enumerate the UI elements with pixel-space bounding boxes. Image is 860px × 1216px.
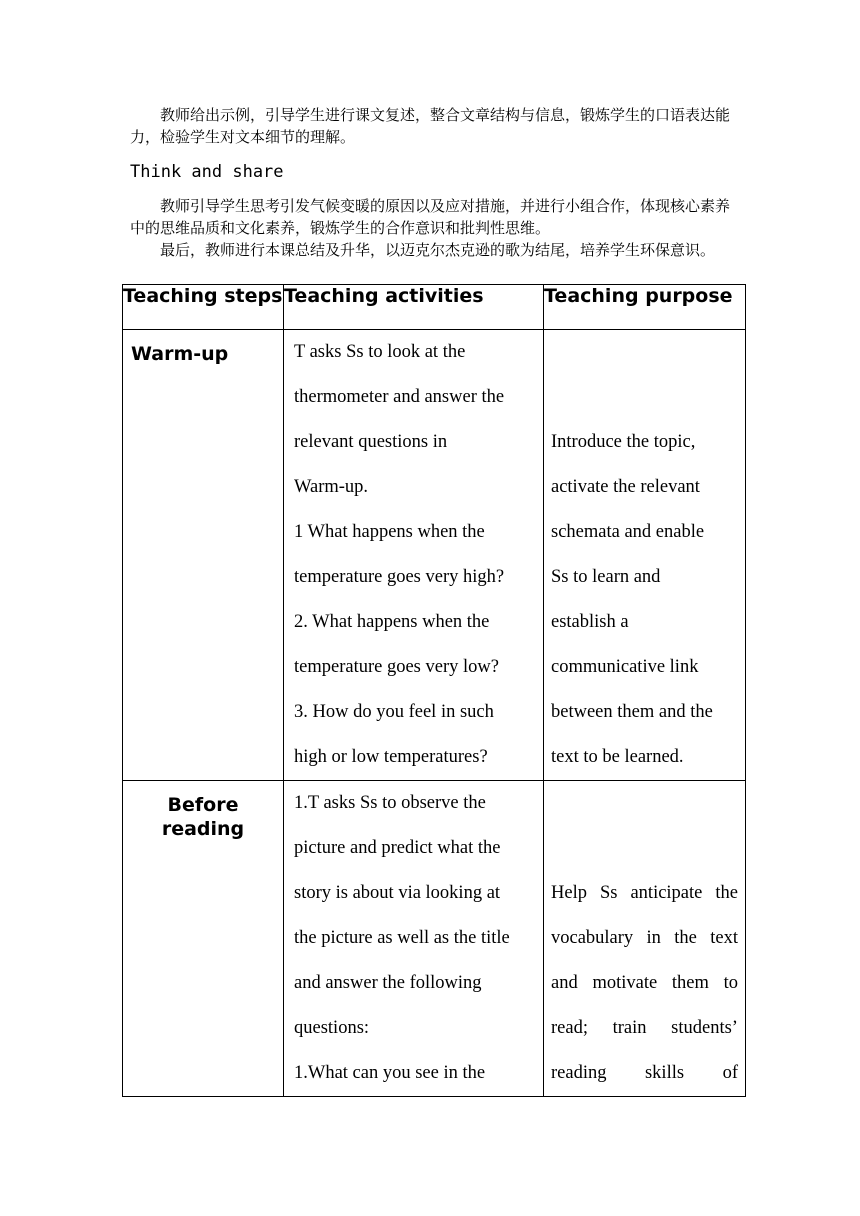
activity-line: and answer the following	[294, 973, 482, 993]
purpose-line: between them and the	[551, 702, 713, 722]
activity-line: temperature goes very low?	[294, 657, 499, 677]
table-header-row	[123, 285, 746, 330]
activity-line: 3. How do you feel in such	[294, 702, 494, 722]
purpose-word: Help	[551, 883, 587, 903]
purpose-line: establish a	[551, 612, 629, 632]
purpose-word: of	[722, 1063, 738, 1083]
purpose-line: Ss to learn and	[551, 567, 661, 587]
activities-cell	[284, 781, 544, 1097]
step-label-before-reading: Before reading	[161, 794, 245, 840]
activity-line: story is about via looking at	[294, 883, 501, 903]
purpose-word: reading	[551, 1063, 607, 1083]
purpose-word: Ss	[599, 883, 618, 903]
activity-line: questions:	[294, 1018, 370, 1038]
purpose-cell	[544, 330, 746, 781]
activity-line: thermometer and answer the	[294, 387, 505, 407]
activity-line: Warm-up.	[294, 477, 369, 497]
activity-line: high or low temperatures?	[294, 747, 488, 767]
purpose-word: train	[612, 1018, 647, 1038]
activity-line: picture and predict what the	[294, 838, 501, 858]
table-row-before-reading	[123, 781, 746, 1097]
lesson-plan-table	[122, 284, 746, 1097]
purpose-word: and	[551, 973, 578, 993]
purpose-line	[551, 871, 738, 916]
purpose-line	[551, 1051, 738, 1096]
activity-line: relevant questions in	[294, 432, 448, 452]
intro-paragraph-think: 教师引导学生思考引发气候变暖的原因以及应对措施，并进行小组合作，体现核心素养中的思维品质和文化素养，锻炼学生的合作意识和批判性思维。	[130, 197, 731, 237]
purpose-word: students’	[671, 1018, 738, 1038]
intro-paragraph-summary: 最后，教师进行本课总结及升华，以迈克尔杰克逊的歌为结尾，培养学生环保意识。	[160, 241, 716, 259]
header-teaching-steps: Teaching steps	[123, 285, 284, 330]
purpose-line	[551, 916, 738, 961]
section-heading-think-and-share: Think and share	[130, 162, 284, 182]
purpose-word: anticipate	[630, 883, 703, 903]
purpose-line: schemata and enable	[551, 522, 705, 542]
activities-cell	[284, 330, 544, 781]
step-cell	[123, 781, 284, 1097]
activity-line: 1.T asks Ss to observe the	[294, 793, 486, 813]
purpose-word: read;	[551, 1018, 588, 1038]
purpose-line: communicative link	[551, 657, 699, 677]
table-row-warm-up	[123, 330, 746, 781]
step-label-warm-up: Warm-up	[131, 343, 229, 365]
activity-line: 1.What can you see in the	[294, 1063, 486, 1083]
header-teaching-purpose: Teaching purpose	[544, 285, 746, 330]
purpose-word: them	[671, 973, 709, 993]
purpose-line: Introduce the topic,	[551, 432, 696, 452]
purpose-word: text	[710, 928, 738, 948]
purpose-word: skills	[644, 1063, 685, 1083]
activity-line: temperature goes very high?	[294, 567, 505, 587]
purpose-word: motivate	[592, 973, 658, 993]
header-teaching-activities: Teaching activities	[284, 285, 544, 330]
activity-line: 2. What happens when the	[294, 612, 490, 632]
step-cell	[123, 330, 284, 781]
purpose-line	[551, 1006, 738, 1051]
purpose-word: to	[723, 973, 738, 993]
activity-line: T asks Ss to look at the	[294, 342, 466, 362]
activity-line: 1 What happens when the	[294, 522, 485, 542]
intro-paragraph-retell: 教师给出示例，引导学生进行课文复述，整合文章结构与信息，锻炼学生的口语表达能力，检验学生对文本细节的理解。	[130, 106, 731, 146]
purpose-word: the	[715, 883, 738, 903]
purpose-line: text to be learned.	[551, 747, 684, 767]
purpose-word: vocabulary	[551, 928, 634, 948]
purpose-word: the	[674, 928, 697, 948]
purpose-line: activate the relevant	[551, 477, 700, 497]
purpose-cell	[544, 781, 746, 1097]
purpose-line	[551, 961, 738, 1006]
activity-line: the picture as well as the title	[294, 928, 510, 948]
purpose-word: in	[646, 928, 661, 948]
